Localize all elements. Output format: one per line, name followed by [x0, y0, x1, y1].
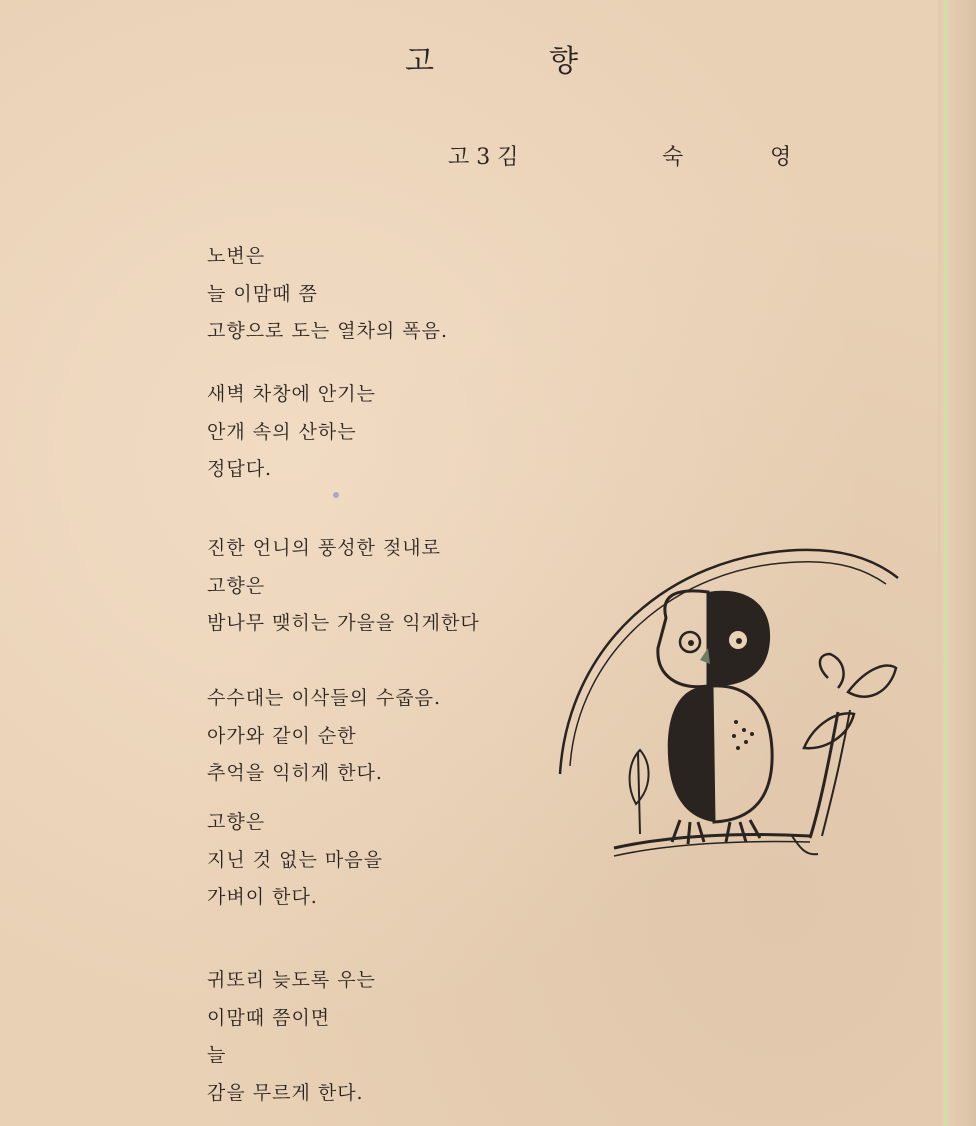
stanza-3: [207, 530, 480, 643]
title-char-2: 향: [549, 44, 578, 79]
poem-line: 귀또리 늦도록 우는: [207, 969, 376, 991]
author-class-surname: 고 3 김: [448, 145, 519, 170]
poem-line: 정답다.: [207, 458, 273, 480]
poem-line: 지닌 것 없는 마음을: [207, 848, 383, 871]
poem-line: 안개 속의 산하는: [207, 420, 357, 443]
stanza-1: [207, 238, 448, 351]
stanza-2: [207, 376, 376, 489]
poem-line: 아가와 같이 순한: [207, 724, 357, 747]
stanza-5: [207, 804, 383, 917]
poem-line: 새벽 차창에 안기는: [207, 383, 376, 405]
poem-line: 고향은: [207, 811, 266, 833]
stanza-4: [207, 680, 441, 793]
poem-line: 이맘때 쯤이면: [207, 1006, 331, 1029]
poem-line: 밤나무 맺히는 가을을 익게한다: [207, 612, 480, 634]
poem-line: 늘 이맘때 쯤: [207, 282, 318, 305]
poem-line: 수수대는 이삭들의 수줍음.: [207, 687, 442, 709]
poem-line: 고향은: [207, 574, 266, 597]
poem-line: 진한 언니의 풍성한 젖내로: [207, 537, 442, 559]
author-line: [448, 140, 808, 176]
page-margin-line: [944, 0, 947, 1126]
title-char-1: 고: [405, 44, 434, 79]
poem-line: 노변은: [207, 245, 266, 267]
stanza-6: [207, 962, 376, 1112]
poem-line: 늘: [207, 1044, 227, 1066]
poem-line: 가벼이 한다.: [207, 886, 318, 908]
ink-speck: [333, 492, 339, 498]
author-name-char-2: 영: [770, 145, 792, 170]
poem-line: 감을 무르게 한다.: [207, 1081, 364, 1104]
poem-line: 고향으로 도는 열차의 폭음.: [207, 320, 449, 342]
poem-line: 추억을 익히게 한다.: [207, 762, 383, 784]
owl-on-branch-icon: [548, 536, 908, 872]
author-name-char-1: 숙: [662, 145, 684, 170]
